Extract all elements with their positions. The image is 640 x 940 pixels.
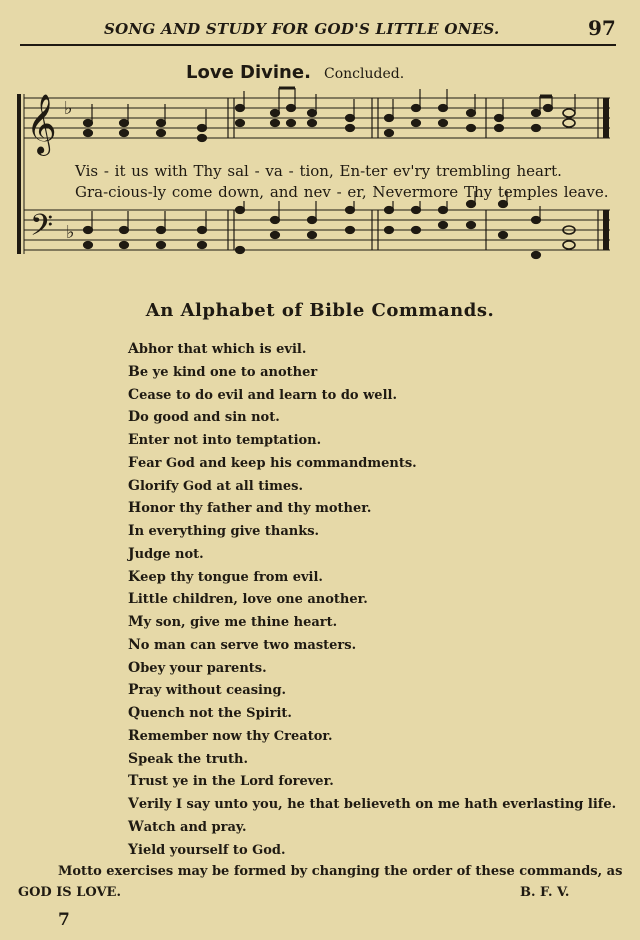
motto-note: Motto exercises may be formed by changing the order of these commands, as [58, 864, 623, 879]
page-number: 97 [588, 16, 616, 40]
lyric-line-2: Gra-cious-ly come down, and nev - er, Nevermore Thy temples leave. [75, 183, 609, 201]
command-item: Enter not into temptation. [128, 432, 322, 448]
song-title-line [186, 62, 404, 83]
command-item: Yield yourself to God. [128, 841, 286, 858]
command-item: In everything give thanks. [128, 523, 320, 539]
header-rule [20, 44, 616, 46]
key-flat-bass: ♭ [66, 222, 75, 243]
section-title: An Alphabet of Bible Commands. [145, 300, 495, 321]
command-item: Glorify God at all times. [128, 477, 304, 494]
command-item: Remember now thy Creator. [128, 727, 333, 744]
command-item: My son, give me thine heart. [128, 614, 338, 630]
command-item: Trust ye in the Lord forever. [128, 773, 334, 790]
command-item: Cease to do evil and learn to do well. [128, 386, 397, 403]
command-item: Obey your parents. [128, 659, 267, 676]
song-title: Love Divine. [186, 62, 311, 83]
motto-example: GOD IS LOVE. [18, 885, 121, 900]
bass-clef: 𝄢 [30, 209, 54, 250]
bass-staff [24, 210, 610, 250]
command-item: Judge not. [128, 545, 204, 562]
command-item: Honor thy father and thy mother. [128, 500, 372, 517]
command-item: Abhor that which is evil. [128, 341, 307, 357]
commands-list [128, 338, 616, 861]
key-flat-treble: ♭ [64, 98, 73, 119]
treble-clef: 𝄞 [26, 94, 57, 154]
command-item: Quench not the Spirit. [128, 705, 292, 721]
command-item: Be ye kind one to another [128, 363, 318, 380]
command-item: Watch and pray. [128, 818, 247, 835]
command-item: Little children, love one another. [128, 591, 368, 608]
bass-notes [84, 191, 576, 259]
command-item: Speak the truth. [128, 750, 248, 767]
treble-notes [84, 88, 576, 142]
lyric-line-1: Vis - it us with Thy sal - va - tion, En-ter ev'ry trembling heart. [75, 162, 562, 180]
signature-mark: 7 [58, 910, 70, 930]
command-item: Pray without ceasing. [128, 682, 287, 699]
command-item: Verily I say unto you, he that believeth on me hath everlasting life. [128, 796, 617, 812]
author-initials: B. F. V. [520, 885, 570, 900]
treble-staff [24, 98, 610, 138]
command-item: Fear God and keep his commandments. [128, 454, 417, 471]
command-item: Keep thy tongue from evil. [128, 568, 323, 585]
command-item: Do good and sin not. [128, 409, 280, 426]
running-head: SONG AND STUDY FOR GOD'S LITTLE ONES. [104, 20, 500, 38]
command-item: No man can serve two masters. [128, 636, 357, 653]
page-header [0, 0, 640, 46]
song-subtitle: Concluded. [324, 66, 405, 82]
